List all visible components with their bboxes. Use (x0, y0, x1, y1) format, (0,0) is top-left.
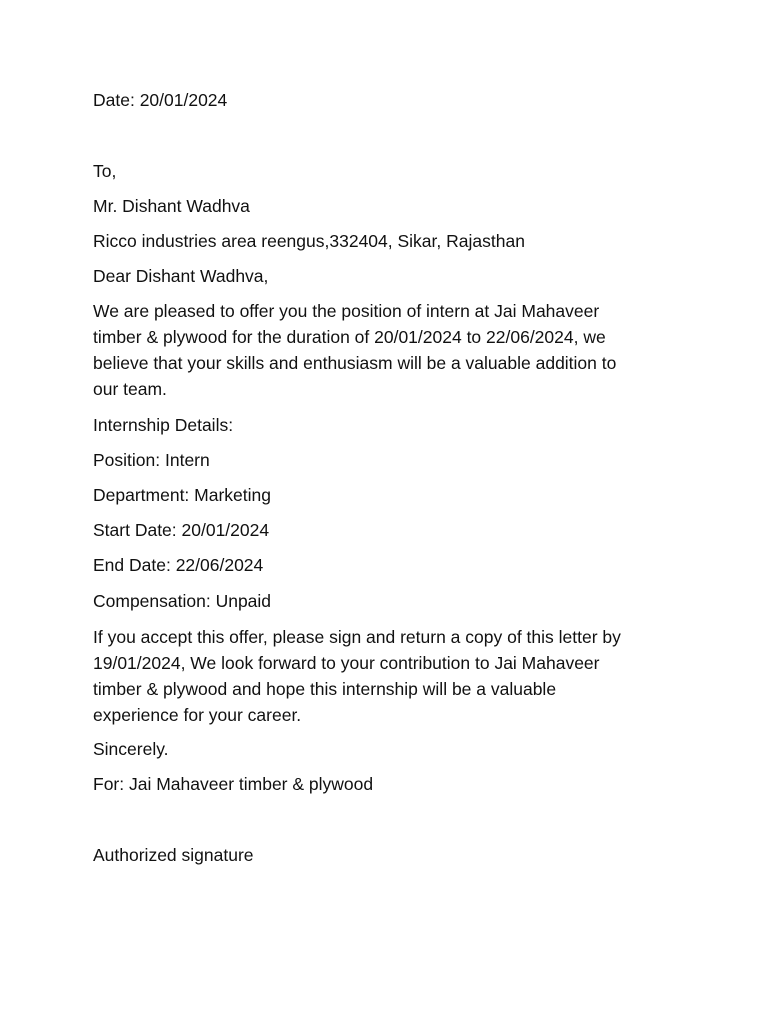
detail-compensation: Compensation: Unpaid (93, 591, 272, 611)
details-heading: Internship Details: (93, 415, 234, 435)
closing-line: experience for your career. (93, 705, 302, 725)
recipient-address: Ricco industries area reengus,332404, Sikar, Rajasthan (93, 231, 525, 251)
signature-label: Authorized signature (93, 845, 254, 865)
detail-start-date: Start Date: 20/01/2024 (93, 520, 270, 540)
for-company: For: Jai Mahaveer timber & plywood (93, 774, 374, 794)
letter-date: Date: 20/01/2024 (93, 90, 228, 110)
closing-line: 19/01/2024, We look forward to your contribution to Jai Mahaveer (93, 653, 600, 673)
salutation: Dear Dishant Wadhva, (93, 266, 269, 286)
closing-line: If you accept this offer, please sign and return a copy of this letter by (93, 627, 621, 647)
recipient-name: Mr. Dishant Wadhva (93, 196, 250, 216)
intro-line: our team. (93, 379, 167, 399)
detail-position: Position: Intern (93, 450, 210, 470)
intro-line: timber & plywood for the duration of 20/01/2024 to 22/06/2024, we (93, 327, 606, 347)
detail-end-date: End Date: 22/06/2024 (93, 555, 264, 575)
intro-line: We are pleased to offer you the position of intern at Jai Mahaveer (93, 301, 600, 321)
to-line: To, (93, 161, 117, 181)
sign-off: Sincerely. (93, 739, 169, 759)
closing-line: timber & plywood and hope this internship will be a valuable (93, 679, 557, 699)
detail-department: Department: Marketing (93, 485, 271, 505)
intro-line: believe that your skills and enthusiasm will be a valuable addition to (93, 353, 617, 373)
